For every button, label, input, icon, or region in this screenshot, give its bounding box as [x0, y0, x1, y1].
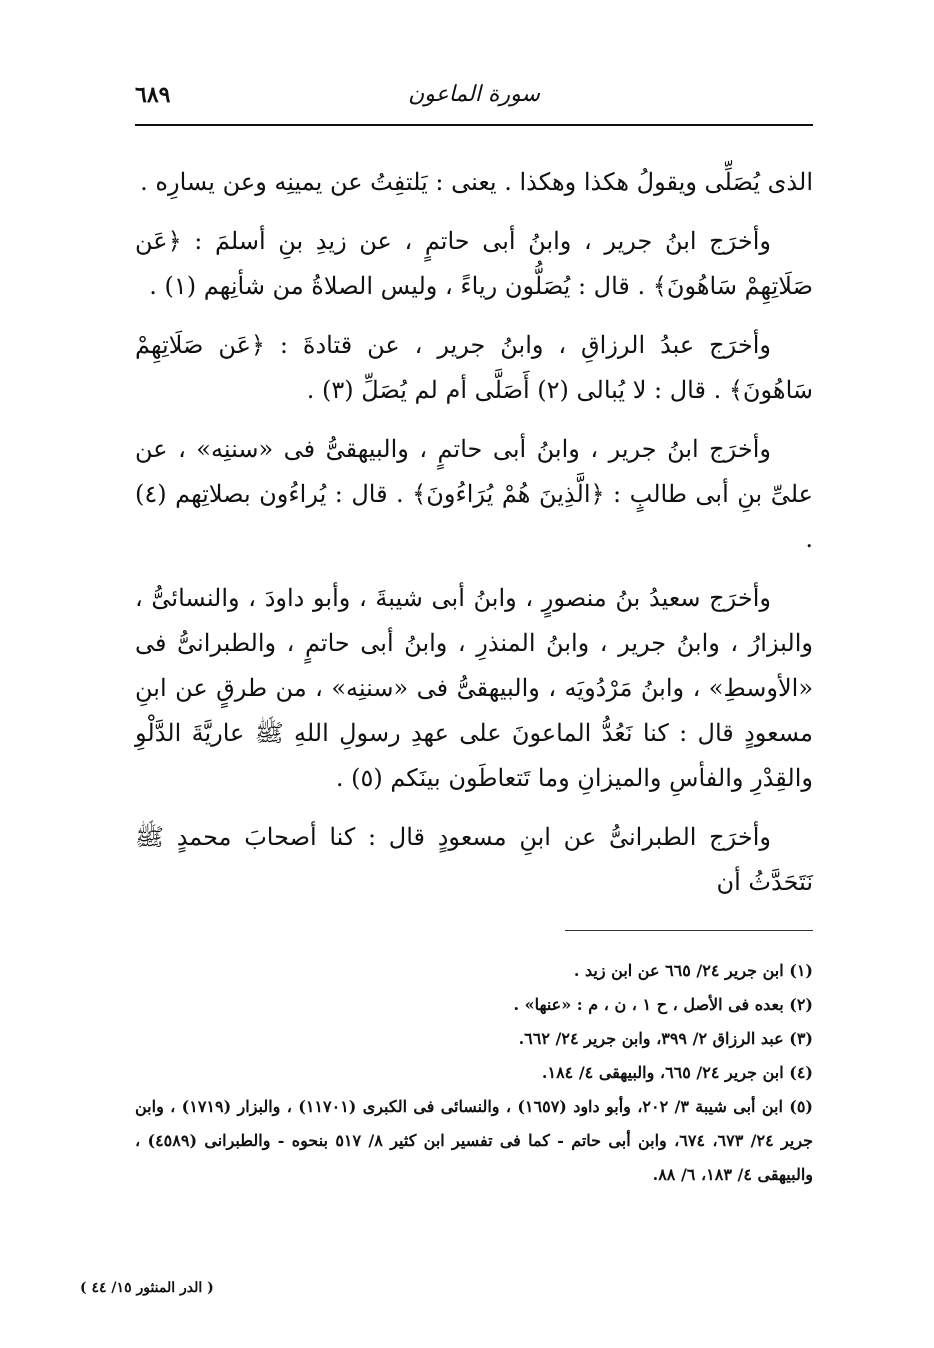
- page-header: [135, 82, 813, 116]
- header-rule: [135, 124, 813, 126]
- paragraph: الذى يُصَلِّى ويقولُ هكذا وهكذا . يعنى : يَلتفِتُ عن يمينِه وعن يسارِه .: [140, 168, 813, 196]
- paragraph: وأخرَج ابنُ جرير ، وابنُ أبى حاتمٍ ، عن زيدِ بنِ أسلمَ : ﴿عَن صَلَاتِهِمْ سَاهُونَ﴾ . قال : يُصَلُّون رياءً ، وليس الصلاةُ من شأنِهم (١) .: [135, 227, 813, 300]
- footnote: (٥) ابن أبى شيبة ٣/ ٢٠٢، وأبو داود (١٦٥٧) ، والنسائى فى الكبرى (١١٧٠١) ، والبزار (١٧١٩) ، وابن جرير ٢٤/ ٦٧٣، ٦٧٤، وابن أبى حاتم - كما فى تفسير ابن كثير ٨/ ٥١٧ بنحوه - والطبرانى (٤٥٨٩) ، والبيهقى ٤/ ١٨٣، ٦/ ٨٨.: [135, 1097, 814, 1184]
- surah-title: سورة الماعون: [408, 82, 540, 107]
- source-reference: ( الدر المنثور ١٥/ ٤٤ ): [80, 1280, 214, 1296]
- page-number: ٦٨٩: [135, 82, 171, 108]
- paragraph: وأخرَج سعيدُ بنُ منصورٍ ، وابنُ أبى شيبةَ ، وأبو داودَ ، والنسائىُّ ، والبزارُ ، وابنُ جرير ، وابنُ المنذرِ ، وابنُ أبى حاتمٍ ، والطبرانىُّ فى «الأوسطِ» ، وابنُ مَرْدُويَه ، والبيهقىُّ فى «سننِه» ، من طرقٍ عن ابنِ مسعودٍ قال : كنا نَعُدُّ الماعونَ على عهدِ رسولِ اللهِ ﷺ عاريَّةَ الدَّلْوِ والقِدْرِ والفأسِ والميزانِ وما تَتعاطَون بينَكم (٥) .: [135, 584, 813, 792]
- paragraph: وأخرَج ابنُ جرير ، وابنُ أبى حاتمٍ ، والبيهقىُّ فى «سننِه» ، عن علىِّ بنِ أبى طالبٍ : ﴿الَّذِينَ هُمْ يُرَاءُونَ﴾ . قال : يُراءُون بصلاتِهم (٤) .: [135, 435, 813, 553]
- paragraph: وأخرَج الطبرانىُّ عن ابنِ مسعودٍ قال : كنا أصحابَ محمدٍ ﷺ نَتَحَدَّثُ أن: [135, 823, 813, 896]
- footnote: (١) ابن جرير ٢٤/ ٦٦٥ عن ابن زيد .: [573, 961, 813, 980]
- main-text: [135, 160, 813, 919]
- footnotes: [135, 954, 813, 1192]
- footnote: (٣) عبد الرزاق ٢/ ٣٩٩، وابن جرير ٢٤/ ٦٦٢.: [518, 1029, 813, 1048]
- footnote: (٤) ابن جرير ٢٤/ ٦٦٥، والبيهقى ٤/ ١٨٤.: [541, 1063, 813, 1082]
- footnote: (٢) بعده فى الأصل ، ح ١ ، ن ، م : «عنها» .: [513, 995, 813, 1014]
- paragraph: وأخرَج عبدُ الرزاقِ ، وابنُ جرير ، عن قتادةَ : ﴿عَن صَلَاتِهِمْ سَاهُونَ﴾ . قال : لا يُبالى (٢) أَصَلَّى أم لم يُصَلِّ (٣) .: [135, 331, 813, 404]
- footnote-rule: [565, 930, 813, 931]
